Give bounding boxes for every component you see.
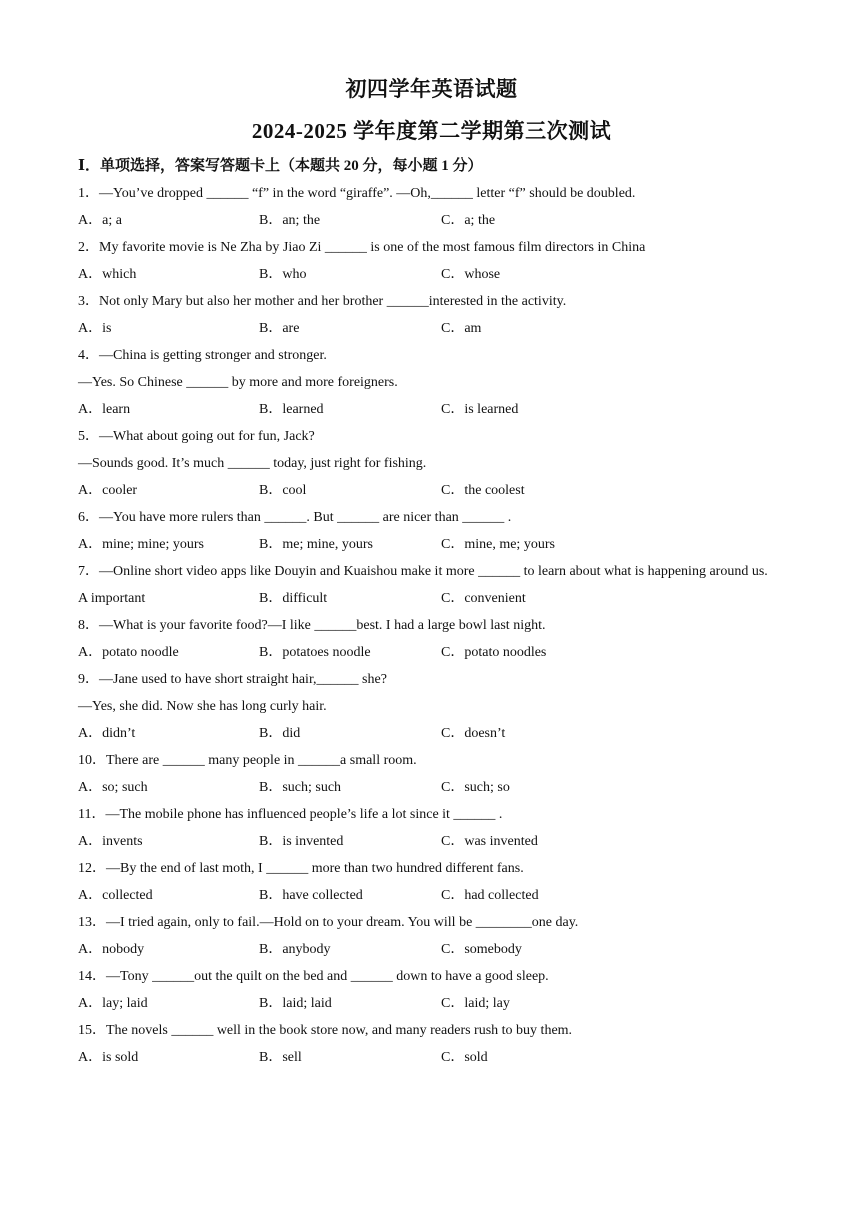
option-b: B．who: [259, 267, 307, 282]
option-row: [78, 828, 785, 855]
option-c: C．was invented: [441, 834, 538, 849]
option-b: B．difficult: [259, 591, 328, 606]
question-7: [78, 558, 785, 612]
section-heading: Ⅰ．单项选择，答案写答题卡上（本题共 20 分，每小题 1 分）: [78, 158, 483, 174]
option-c: C．am: [441, 321, 482, 336]
option-a: A．lay; laid: [78, 996, 148, 1011]
option-a: A．didn’t: [78, 726, 136, 741]
question-text: 7．—Online short video apps like Douyin and Kuaishou make it more ______ to learn about what is happening around us.: [78, 564, 768, 579]
option-row: [78, 531, 785, 558]
option-a: A．invents: [78, 834, 143, 849]
option-b: B．learned: [259, 402, 324, 417]
option-c: C．is learned: [441, 402, 519, 417]
option-a: A．cooler: [78, 483, 138, 498]
question-text: 4．—China is getting stronger and stronger.: [78, 348, 327, 363]
option-row: [78, 936, 785, 963]
question-text: 10．There are ______ many people in ______a small room.: [78, 753, 417, 768]
option-b: B．did: [259, 726, 301, 741]
question-6: [78, 504, 785, 558]
question-text: —Sounds good. It’s much ______ today, just right for fishing.: [78, 456, 427, 471]
option-a: A．so; such: [78, 780, 148, 795]
option-c: C．doesn’t: [441, 726, 506, 741]
option-a: A．learn: [78, 402, 131, 417]
option-b: B．is invented: [259, 834, 344, 849]
question-text: 1．—You’ve dropped ______ “f” in the word “giraffe”. —Oh,______ letter “f” should be doubled.: [78, 186, 636, 201]
question-text: 9．—Jane used to have short straight hair,______ she?: [78, 672, 387, 687]
question-list: [78, 180, 785, 1071]
option-a: A．nobody: [78, 942, 145, 957]
question-text: 11．—The mobile phone has influenced people’s life a lot since it ______ .: [78, 807, 503, 822]
option-c: C．sold: [441, 1050, 488, 1065]
option-row: [78, 585, 785, 612]
option-b: B．have collected: [259, 888, 363, 903]
question-text: —Yes. So Chinese ______ by more and more foreigners.: [78, 375, 398, 390]
option-row: [78, 477, 785, 504]
option-row: [78, 315, 785, 342]
question-text: 6．—You have more rulers than ______. But ______ are nicer than ______ .: [78, 510, 512, 525]
question-13: [78, 909, 785, 963]
question-5: [78, 423, 785, 504]
option-a: A．which: [78, 267, 137, 282]
question-10: [78, 747, 785, 801]
option-c: C．whose: [441, 267, 501, 282]
option-b: B．potatoes noodle: [259, 645, 371, 660]
option-row: [78, 882, 785, 909]
option-row: [78, 1044, 785, 1071]
option-c: C．somebody: [441, 942, 522, 957]
question-12: [78, 855, 785, 909]
option-a: A important: [78, 591, 146, 606]
option-b: B．an; the: [259, 213, 321, 228]
option-b: B．me; mine, yours: [259, 537, 373, 552]
question-text: 8．—What is your favorite food?—I like ______best. I had a large bowl last night.: [78, 618, 546, 633]
option-row: [78, 261, 785, 288]
page-title: 初四学年英语试题: [345, 77, 518, 101]
option-row: [78, 720, 785, 747]
question-text: 3．Not only Mary but also her mother and her brother ______interested in the activity.: [78, 294, 567, 309]
question-1: [78, 180, 785, 234]
option-c: C．had collected: [441, 888, 539, 903]
option-c: C．the coolest: [441, 483, 525, 498]
question-15: [78, 1017, 785, 1071]
option-b: B．cool: [259, 483, 307, 498]
option-b: B．such; such: [259, 780, 342, 795]
option-c: C．a; the: [441, 213, 496, 228]
question-text: 2．My favorite movie is Ne Zha by Jiao Zi ______ is one of the most famous film directors in China: [78, 240, 646, 255]
option-b: B．laid; laid: [259, 996, 332, 1011]
exam-subtitle: 2024-2025 学年度第二学期第三次测试: [251, 119, 612, 143]
question-text: 13．—I tried again, only to fail.—Hold on to your dream. You will be ________one day.: [78, 915, 579, 930]
option-b: B．sell: [259, 1050, 302, 1065]
option-a: A．collected: [78, 888, 153, 903]
question-text: 12．—By the end of last moth, I ______ more than two hundred different fans.: [78, 861, 524, 876]
question-4: [78, 342, 785, 423]
question-8: [78, 612, 785, 666]
option-a: A．is: [78, 321, 112, 336]
option-c: C．potato noodles: [441, 645, 547, 660]
option-b: B．are: [259, 321, 300, 336]
option-c: C．such; so: [441, 780, 510, 795]
option-c: C．laid; lay: [441, 996, 510, 1011]
option-row: [78, 396, 785, 423]
option-c: C．mine, me; yours: [441, 537, 555, 552]
question-text: 5．—What about going out for fun, Jack?: [78, 429, 315, 444]
exam-page: [78, 72, 785, 1071]
option-row: [78, 774, 785, 801]
option-row: [78, 207, 785, 234]
option-row: [78, 639, 785, 666]
question-3: [78, 288, 785, 342]
question-text: 14．—Tony ______out the quilt on the bed and ______ down to have a good sleep.: [78, 969, 549, 984]
option-c: C．convenient: [441, 591, 526, 606]
question-9: [78, 666, 785, 747]
option-a: A．potato noodle: [78, 645, 179, 660]
option-row: [78, 990, 785, 1017]
option-a: A．a; a: [78, 213, 122, 228]
question-text: —Yes, she did. Now she has long curly hair.: [78, 699, 327, 714]
option-a: A．mine; mine; yours: [78, 537, 204, 552]
question-text: 15．The novels ______ well in the book store now, and many readers rush to buy them.: [78, 1023, 573, 1038]
option-a: A．is sold: [78, 1050, 139, 1065]
option-b: B．anybody: [259, 942, 331, 957]
question-11: [78, 801, 785, 855]
question-14: [78, 963, 785, 1017]
question-2: [78, 234, 785, 288]
